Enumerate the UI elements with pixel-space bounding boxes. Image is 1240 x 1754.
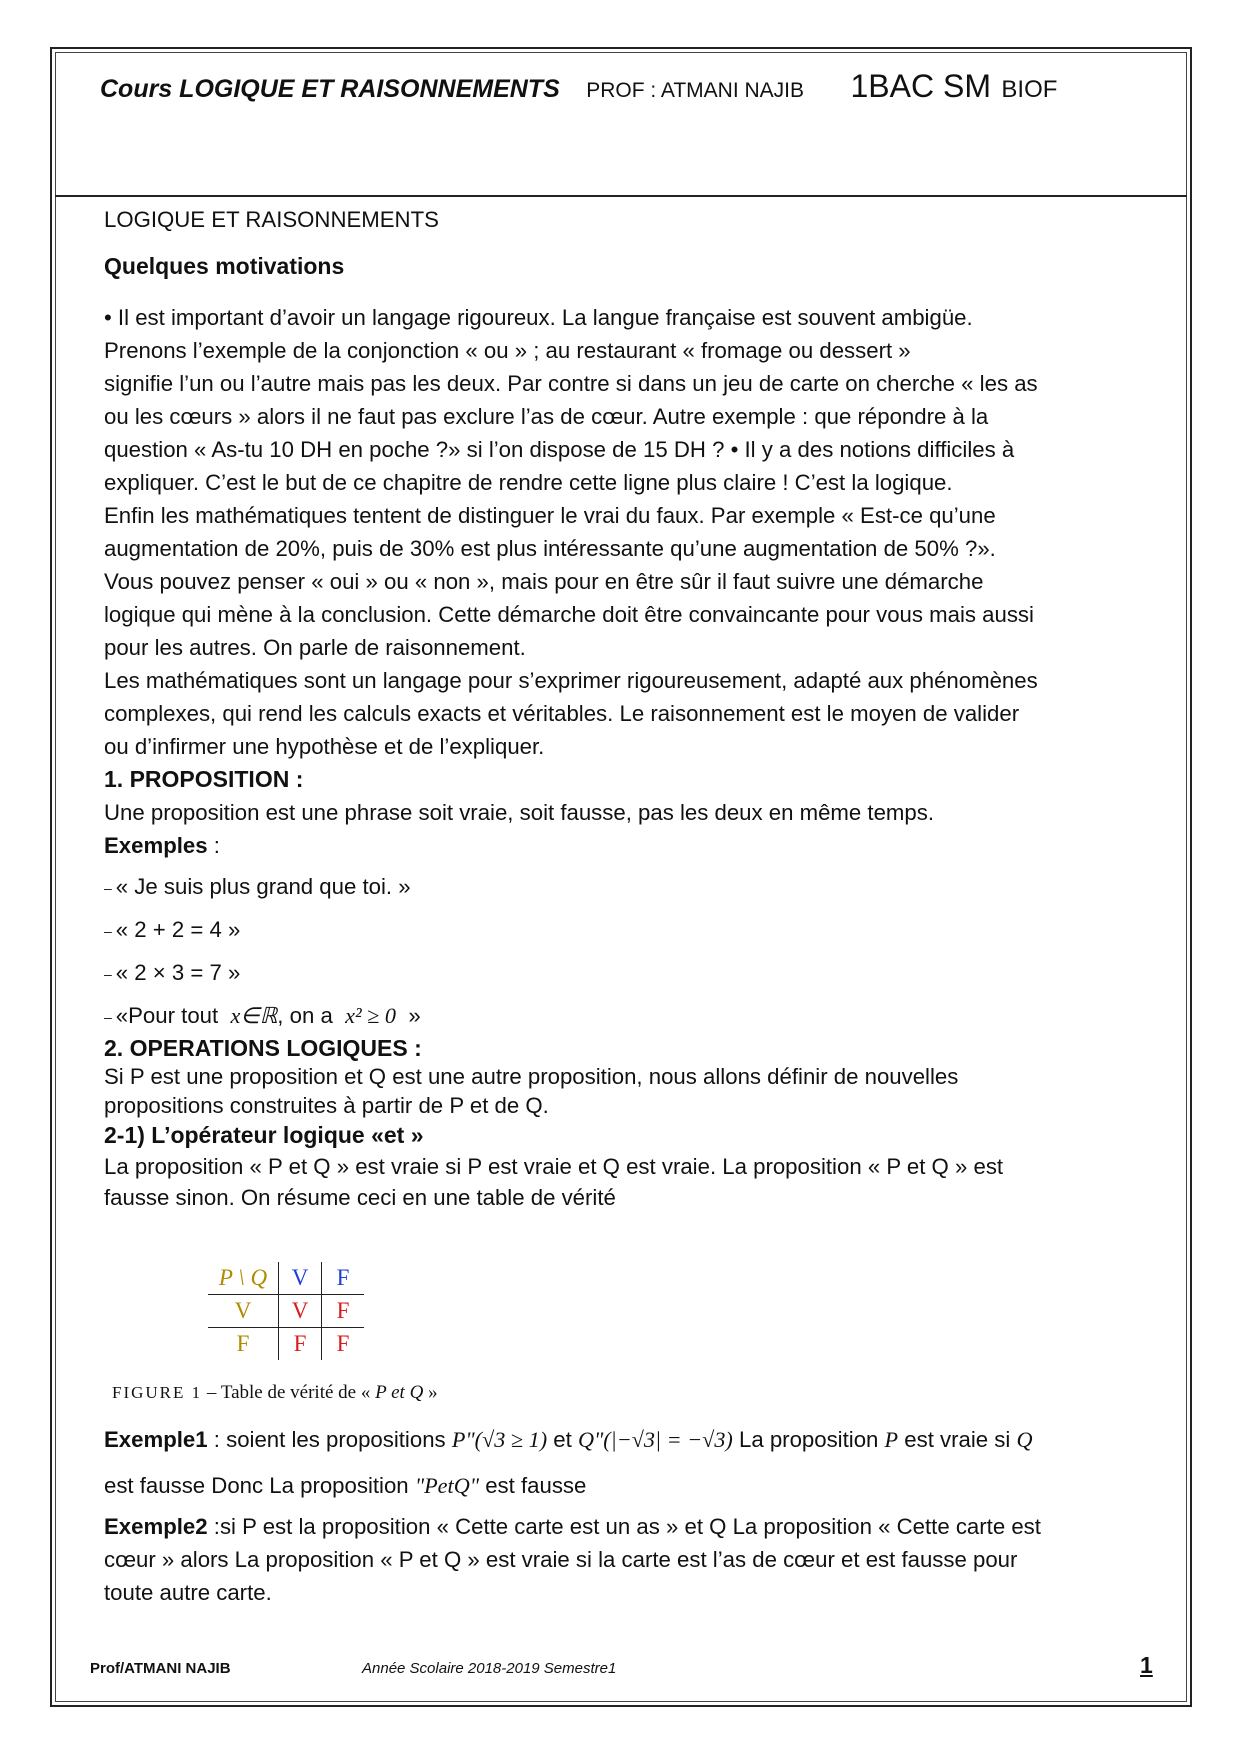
motivations-line: question « As-tu 10 DH en poche ?» si l’on dispose de 15 DH ? • Il y a des notions difficiles à xyxy=(104,437,1015,462)
math-expression: P"(√3 ≥ 1) xyxy=(451,1427,548,1452)
truth-table-header xyxy=(208,1262,364,1295)
motivations-line: signifie l’un ou l’autre mais pas les deux. Par contre si dans un jeu de carte on cherche « les as xyxy=(104,371,1038,396)
footer-year: Année Scolaire 2018-2019 Semestre1 xyxy=(362,1660,617,1677)
math-expression: Q xyxy=(1016,1427,1033,1452)
motivations-line: expliquer. C’est le but de ce chapitre de rendre cette ligne plus claire ! C’est la logique. xyxy=(104,470,953,495)
example-text: » xyxy=(408,1003,421,1028)
example-text: est vraie si xyxy=(898,1427,1017,1452)
example2-line xyxy=(104,1510,1174,1543)
page-number: 1 xyxy=(1140,1652,1153,1678)
motivations-title: Quelques motivations xyxy=(104,253,345,279)
footer-prof: Prof/ATMANI NAJIB xyxy=(90,1660,231,1677)
dash-icon: – xyxy=(104,880,112,896)
example-item xyxy=(104,870,1174,905)
truth-row-label: F xyxy=(208,1328,279,1361)
math-expression: "PetQ" xyxy=(414,1473,480,1498)
figure-label: FIGURE 1 xyxy=(112,1383,203,1402)
motivations-line: Enfin les mathématiques tentent de distinguer le vrai du faux. Par exemple « Est-ce qu’une xyxy=(104,503,996,528)
section2-line: propositions construites à partir de P et de Q. xyxy=(104,1093,549,1118)
example-text: est fausse Donc La proposition xyxy=(104,1473,415,1498)
motivations-line: Les mathématiques sont un langage pour s’exprimer rigoureusement, adapté aux phénomènes xyxy=(104,668,1038,693)
example2-line: toute autre carte. xyxy=(104,1580,272,1605)
example-text: La proposition xyxy=(732,1427,885,1452)
math-expression: Q"(|−√3| = −√3) xyxy=(577,1427,733,1452)
dash-icon: – xyxy=(104,1009,112,1025)
section2-line: Si P est une proposition et Q est une autre proposition, nous allons définir de nouvelles xyxy=(104,1064,959,1089)
truth-col-label: V xyxy=(279,1262,322,1295)
example-text: « 2 + 2 = 4 » xyxy=(115,917,241,942)
truth-cell: F xyxy=(279,1328,322,1361)
motivations-line: logique qui mène à la conclusion. Cette démarche doit être convaincante pour vous mais aussi xyxy=(104,602,1034,627)
truth-row-label: V xyxy=(208,1295,279,1328)
prof-name: PROF : ATMANI NAJIB xyxy=(586,79,805,102)
example1-label: Exemple1 xyxy=(104,1427,208,1452)
motivations-line: pour les autres. On parle de raisonnement. xyxy=(104,635,526,660)
dash-icon: – xyxy=(104,923,112,939)
truth-cell: F xyxy=(322,1295,365,1328)
example-text: « 2 × 3 = 7 » xyxy=(115,960,241,985)
truth-table-row xyxy=(208,1295,364,1328)
math-expression: x∈ℝ xyxy=(230,1003,278,1028)
motivations-line: ou d’infirmer une hypothèse et de l’expliquer. xyxy=(104,734,545,759)
math-expression: x² ≥ 0 xyxy=(345,1003,397,1028)
header xyxy=(100,68,1057,105)
truth-table-row xyxy=(208,1328,364,1361)
motivations-line: complexes, qui rend les calculs exacts et véritables. Le raisonnement est le moyen de valider xyxy=(104,701,1020,726)
truth-corner: P \ Q xyxy=(208,1262,279,1295)
subsection21-line: La proposition « P et Q » est vraie si P est vraie et Q est vraie. La proposition « P et Q » est xyxy=(104,1154,1004,1179)
example1-line2 xyxy=(104,1466,1174,1506)
motivations-line: augmentation de 20%, puis de 30% est plus intéressante qu’une augmentation de 50% ?». xyxy=(104,536,996,561)
section1-title: 1. PROPOSITION : xyxy=(104,766,304,792)
motivations-line: Prenons l’exemple de la conjonction « ou » ; au restaurant « fromage ou dessert » xyxy=(104,338,911,363)
dash-icon: – xyxy=(104,966,112,982)
example-text: et xyxy=(547,1427,578,1452)
math-expression: P xyxy=(884,1427,899,1452)
truth-table xyxy=(208,1262,364,1360)
level: 1BAC SM xyxy=(850,68,991,104)
example-text: , on a xyxy=(277,1003,333,1028)
example2-label: Exemple2 xyxy=(104,1514,208,1539)
figure-caption-end: » xyxy=(423,1382,438,1403)
example-text: «Pour tout xyxy=(115,1003,219,1028)
figure-caption xyxy=(112,1382,438,1404)
subsection21-title: 2-1) L’opérateur logique «et » xyxy=(104,1122,424,1148)
main-content xyxy=(104,203,1174,1213)
course-title: Cours LOGIQUE ET RAISONNEMENTS xyxy=(100,75,560,103)
example-item xyxy=(104,913,1174,948)
example-text: « Je suis plus grand que toi. » xyxy=(115,874,411,899)
truth-cell: V xyxy=(279,1295,322,1328)
examples-label: Exemples xyxy=(104,833,208,858)
motivations-line: Vous pouvez penser « oui » ou « non », mais pour en être sûr il faut suivre une démarche xyxy=(104,569,984,594)
section2-title: 2. OPERATIONS LOGIQUES : xyxy=(104,1035,422,1061)
truth-cell: F xyxy=(336,1331,350,1356)
example-item xyxy=(104,999,1174,1034)
figure-caption-math: P et Q xyxy=(375,1382,424,1403)
example-text: : soient les propositions xyxy=(207,1427,452,1452)
main-title: LOGIQUE ET RAISONNEMENTS xyxy=(104,207,439,232)
examples-heading xyxy=(104,829,1174,862)
examples-content xyxy=(104,1420,1174,1609)
subsection21-line: fausse sinon. On résume ceci en une table de vérité xyxy=(104,1185,616,1210)
example-item xyxy=(104,956,1174,991)
figure-caption-text: – Table de vérité de « xyxy=(202,1382,376,1403)
truth-col-label: F xyxy=(322,1262,365,1295)
track: BIOF xyxy=(1001,76,1058,103)
section1-definition: Une proposition est une phrase soit vraie, soit fausse, pas les deux en même temps. xyxy=(104,800,935,825)
examples-colon: : xyxy=(207,833,220,858)
example-text: est fausse xyxy=(479,1473,587,1498)
motivations-line: • Il est important d’avoir un langage rigoureux. La langue française est souvent ambigüe. xyxy=(104,305,973,330)
example2-line: cœur » alors La proposition « P et Q » est vraie si la carte est l’as de cœur et est fausse pour xyxy=(104,1547,1018,1572)
example-text: :si P est la proposition « Cette carte est un as » et Q La proposition « Cette carte est xyxy=(207,1514,1041,1539)
example1-line1 xyxy=(104,1420,1174,1460)
motivations-line: ou les cœurs » alors il ne faut pas exclure l’as de cœur. Autre exemple : que répondre à la xyxy=(104,404,989,429)
